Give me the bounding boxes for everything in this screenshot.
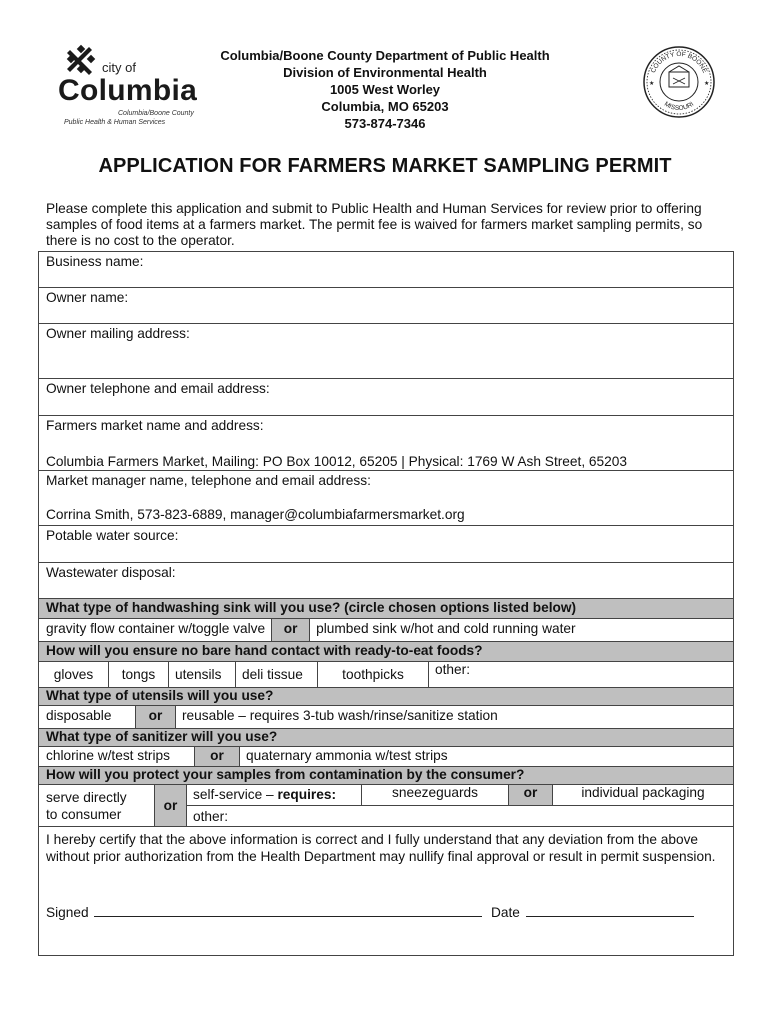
option-reusable[interactable]: reusable – requires 3-tub wash/rinse/sanitize station <box>182 708 498 723</box>
option-serve-directly[interactable] <box>39 785 155 826</box>
market-manager-label: Market manager name, telephone and email address: <box>46 473 371 488</box>
serve-directly-line-1: serve directly <box>46 790 127 805</box>
option-self-service-other[interactable]: other: <box>193 809 229 824</box>
logo-subtitle-2: Public Health & Human Services <box>64 119 166 126</box>
option-disposable[interactable]: disposable <box>39 706 136 728</box>
self-service-group <box>187 785 733 826</box>
svg-text:★: ★ <box>649 81 655 87</box>
protect-question-text: How will you protect your samples from contamination by the consumer? <box>46 767 525 782</box>
header-line-5: 573-874-7346 <box>344 116 426 131</box>
handwashing-options <box>39 619 733 642</box>
wastewater-field[interactable] <box>39 563 733 599</box>
handwashing-question-text: What type of handwashing sink will you use? (circle chosen options listed below) <box>46 600 577 615</box>
date-label: Date <box>491 905 520 920</box>
utensils-question <box>39 688 733 706</box>
header-line-1: Columbia/Boone County Department of Public Health <box>220 48 550 63</box>
svg-text:COUNTY OF BOONE: COUNTY OF BOONE <box>649 50 709 75</box>
signature-field[interactable] <box>46 903 482 921</box>
svg-text:★: ★ <box>704 81 710 87</box>
sanitizer-question <box>39 729 733 747</box>
department-header <box>180 47 590 132</box>
owner-mailing-address-label: Owner mailing address: <box>46 326 190 341</box>
option-toothpicks[interactable]: toothpicks <box>318 662 429 687</box>
handwashing-question <box>39 599 733 619</box>
option-self-service[interactable] <box>187 785 362 805</box>
option-utensils[interactable]: utensils <box>169 662 236 687</box>
potable-water-label: Potable water source: <box>46 528 179 543</box>
or-separator: or <box>155 785 187 826</box>
logo-subtitle-1: Columbia/Boone County <box>118 110 194 117</box>
owner-phone-email-field[interactable] <box>39 379 733 416</box>
option-chlorine[interactable]: chlorine w/test strips <box>39 747 195 766</box>
or-separator: or <box>509 785 553 805</box>
svg-text:MISSOURI: MISSOURI <box>662 100 696 113</box>
sanitizer-question-text: What type of sanitizer will you use? <box>46 729 278 744</box>
protect-question <box>39 767 733 785</box>
logo-city-of: city of <box>102 60 136 75</box>
self-service-row <box>187 785 733 806</box>
option-sneezeguards[interactable]: sneezeguards <box>362 785 509 805</box>
city-logo <box>52 44 198 134</box>
self-service-label: self-service – <box>193 787 278 802</box>
owner-phone-email-label: Owner telephone and email address: <box>46 381 270 396</box>
bare-hand-options <box>39 662 733 688</box>
certification-text: I hereby certify that the above information is correct and I fully understand that any deviation from the above without prior authorization from the Health Department may nullify final approval or result in permit suspension. <box>46 832 716 864</box>
columbia-logo-mark-icon <box>64 44 98 78</box>
header-line-4: Columbia, MO 65203 <box>321 99 449 114</box>
serve-directly-line-2: to consumer <box>46 807 122 822</box>
farmers-market-field[interactable] <box>39 416 733 471</box>
date-field[interactable] <box>491 903 694 921</box>
header-line-3: 1005 West Worley <box>329 82 441 97</box>
or-separator: or <box>272 619 310 641</box>
application-form <box>38 251 734 956</box>
bare-hand-question-text: How will you ensure no bare hand contact with ready-to-eat foods? <box>46 643 483 658</box>
certification-section <box>39 827 733 955</box>
intro-paragraph: Please complete this application and submit to Public Health and Human Services for review prior to offering samples of food items at a farmers market. The permit fee is waived for farmers market sampling permits, so there is no cost to the operator. <box>46 201 703 248</box>
option-plumbed-sink[interactable]: plumbed sink w/hot and cold running water <box>316 621 576 636</box>
option-gloves[interactable]: gloves <box>39 662 109 687</box>
or-separator: or <box>136 706 176 728</box>
option-deli-tissue[interactable]: deli tissue <box>236 662 318 687</box>
business-name-field[interactable] <box>39 252 733 288</box>
county-seal-icon <box>641 44 717 120</box>
business-name-label: Business name: <box>46 254 144 269</box>
header-line-2: Division of Environmental Health <box>283 65 487 80</box>
farmers-market-label: Farmers market name and address: <box>46 418 264 433</box>
owner-name-label: Owner name: <box>46 290 129 305</box>
option-gravity-flow[interactable]: gravity flow container w/toggle valve <box>39 619 272 641</box>
option-tongs[interactable]: tongs <box>109 662 169 687</box>
option-individual-packaging[interactable]: individual packaging <box>581 785 705 800</box>
utensils-options <box>39 706 733 729</box>
market-manager-value: Corrina Smith, 573-823-6889, manager@columbiafarmersmarket.org <box>46 507 465 522</box>
owner-mailing-address-field[interactable] <box>39 324 733 379</box>
bare-hand-question <box>39 642 733 662</box>
or-separator: or <box>195 747 240 766</box>
market-manager-field[interactable] <box>39 471 733 526</box>
signature-line[interactable] <box>94 903 482 917</box>
option-quaternary-ammonia[interactable]: quaternary ammonia w/test strips <box>246 748 448 763</box>
option-other[interactable]: other: <box>435 662 471 677</box>
potable-water-field[interactable] <box>39 526 733 563</box>
owner-name-field[interactable] <box>39 288 733 324</box>
sanitizer-options <box>39 747 733 767</box>
protect-options <box>39 785 733 827</box>
page-title: APPLICATION FOR FARMERS MARKET SAMPLING PERMIT <box>98 155 672 177</box>
signed-label: Signed <box>46 905 89 920</box>
requires-label: requires: <box>277 787 337 802</box>
logo-columbia: Columbia <box>58 74 198 107</box>
date-line[interactable] <box>526 903 694 917</box>
wastewater-label: Wastewater disposal: <box>46 565 176 580</box>
farmers-market-value: Columbia Farmers Market, Mailing: PO Box 10012, 65205 | Physical: 1769 W Ash Street, 65203 <box>46 454 627 469</box>
utensils-question-text: What type of utensils will you use? <box>46 688 274 703</box>
